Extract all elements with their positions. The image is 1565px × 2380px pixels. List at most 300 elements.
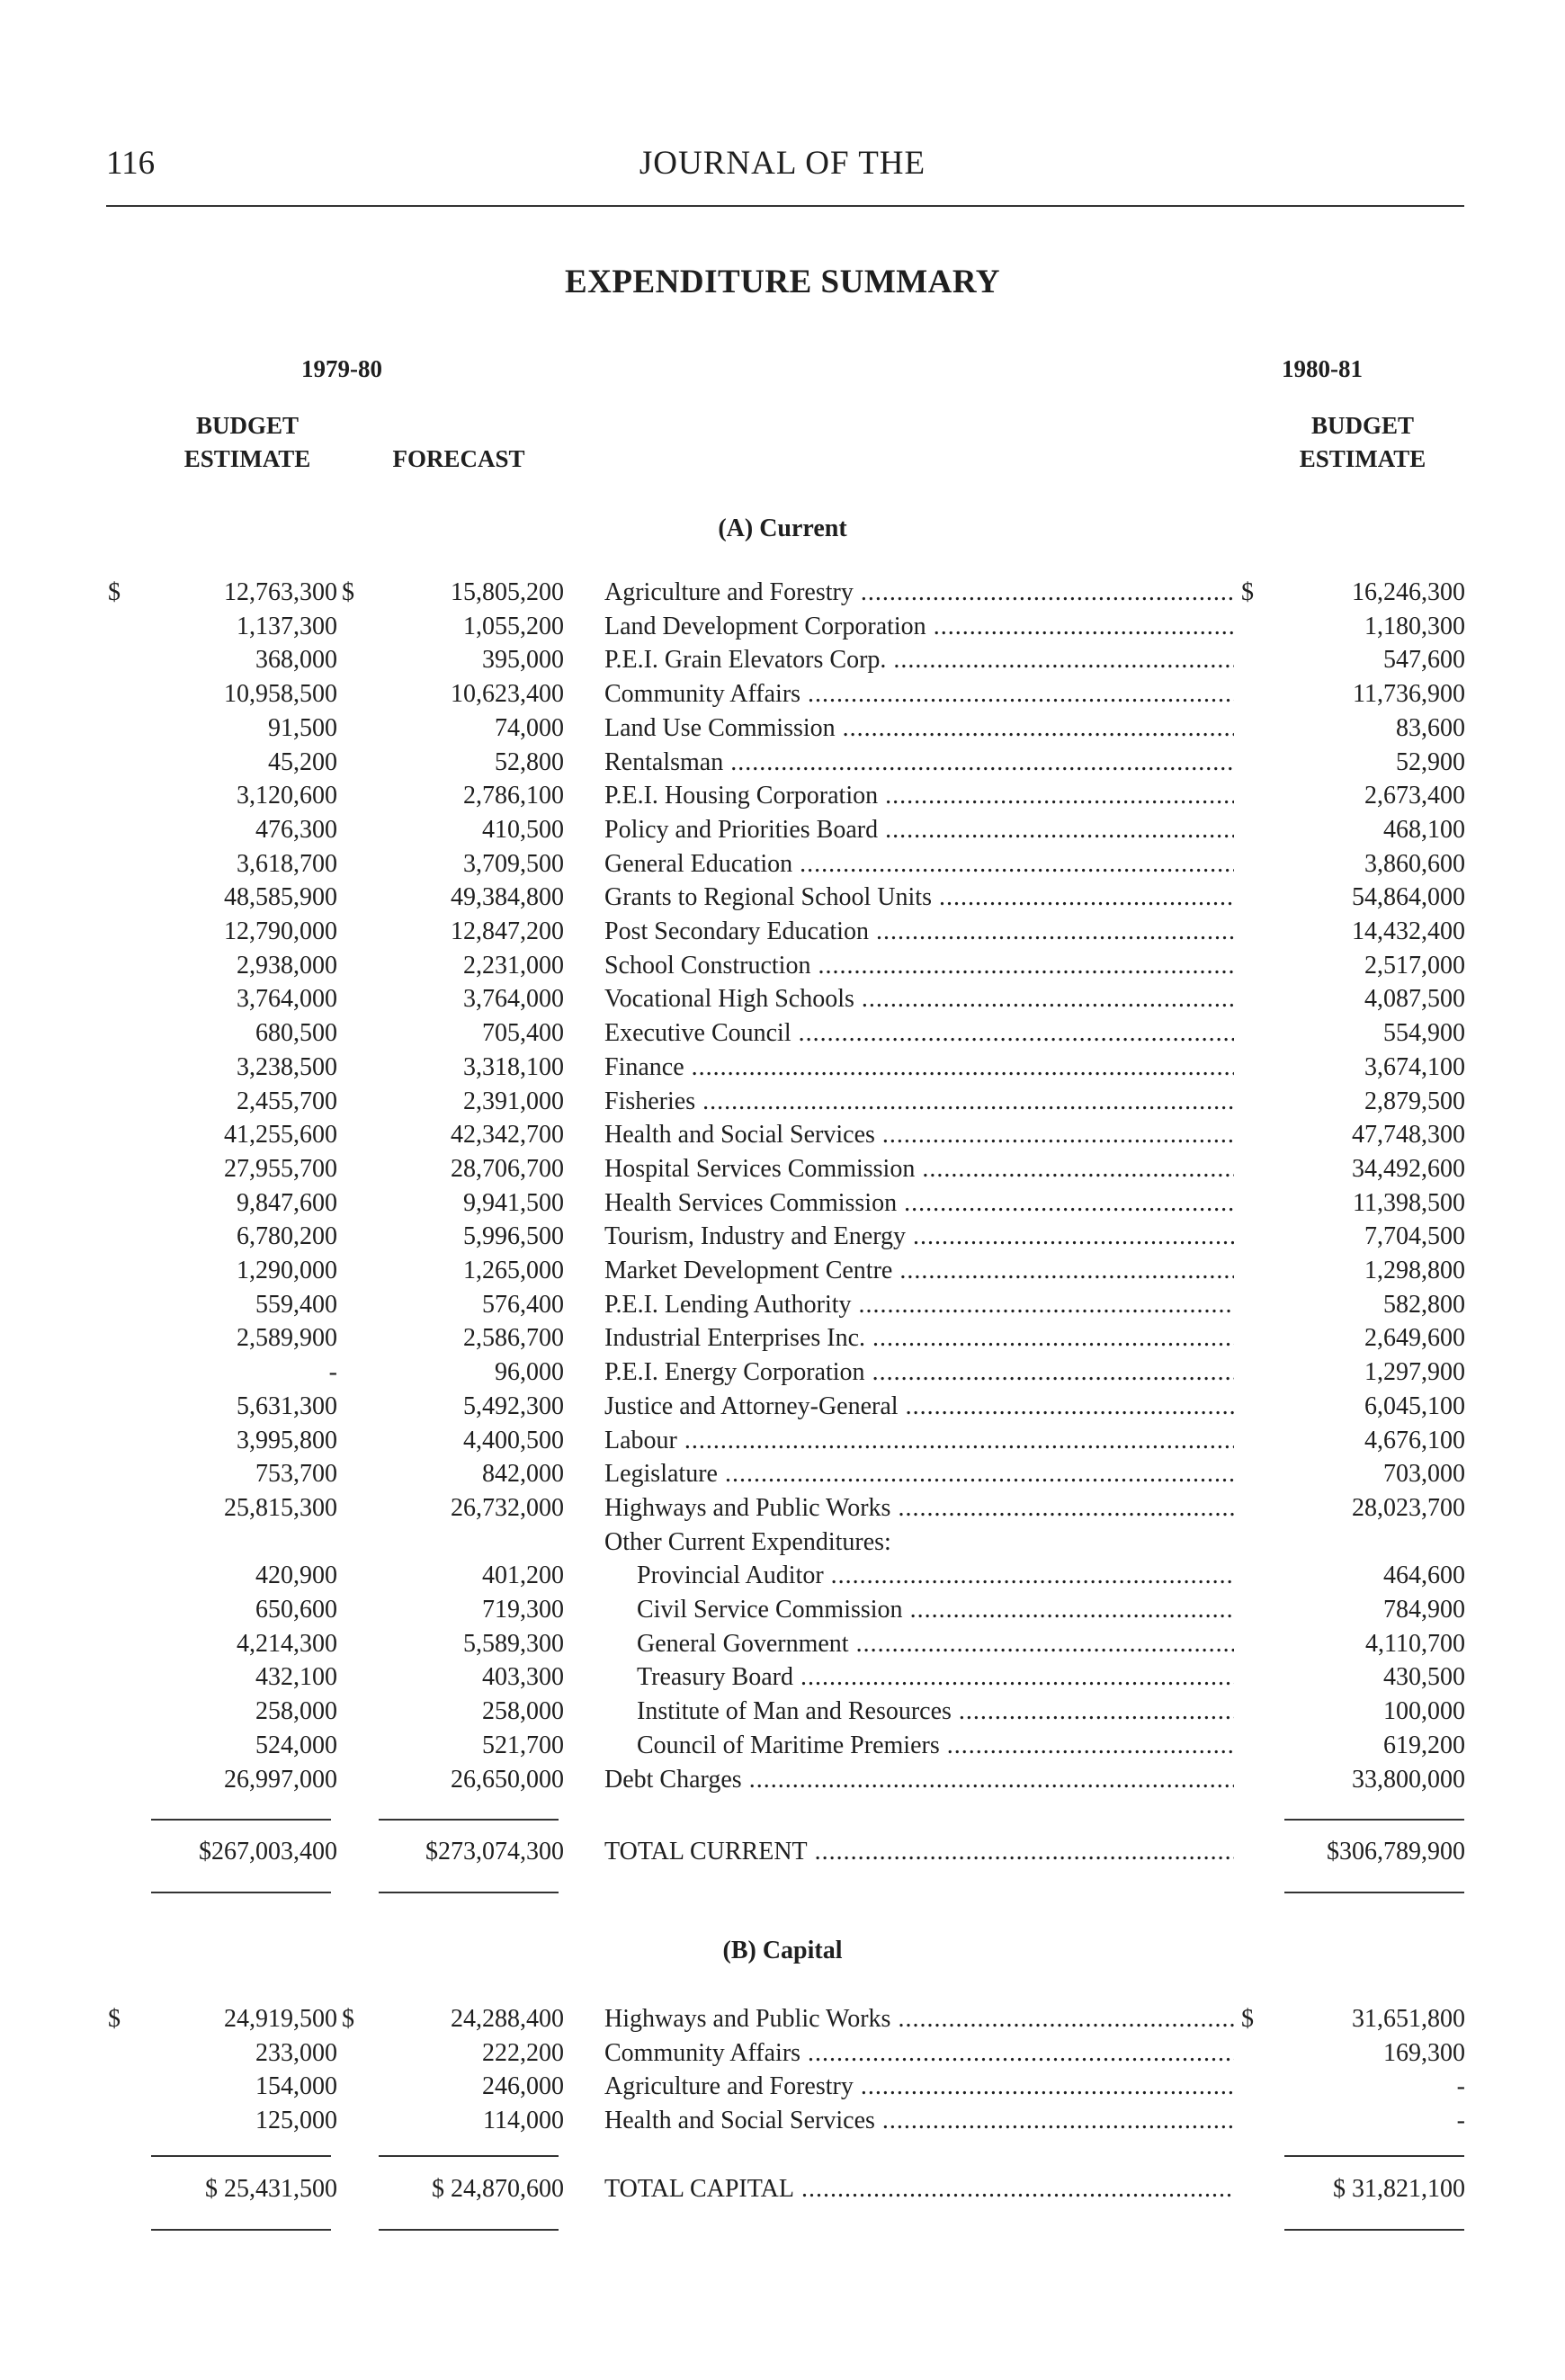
cell-value: 9,941,500 [463, 1188, 564, 1217]
cell-value: 26,997,000 [224, 1765, 337, 1794]
forecast-1979-cell [342, 2172, 564, 2206]
forecast-1979-cell [342, 2104, 564, 2138]
forecast-1979-cell [342, 1593, 564, 1627]
page-number: 116 [106, 145, 156, 182]
cell-value: 26,732,000 [451, 1493, 564, 1522]
forecast-1979-cell [342, 1186, 564, 1221]
table-row [0, 1118, 1565, 1152]
budget-estimate-1979-cell [108, 1763, 337, 1797]
total-capital-row [0, 2172, 1565, 2206]
cell-value: 619,200 [1383, 1731, 1465, 1759]
cell-value: 2,455,700 [237, 1087, 337, 1115]
row-label: P.E.I. Energy Corporation ..... [604, 1356, 1234, 1390]
budget-estimate-current-heading [1250, 409, 1475, 476]
row-label: Land Development Corporation ..... [604, 610, 1234, 644]
forecast-1979-cell [342, 1695, 564, 1729]
budget-estimate-1980-cell [1241, 1118, 1465, 1152]
budget-estimate-1979-cell [108, 1695, 337, 1729]
budget-estimate-1979-cell [108, 576, 337, 610]
cell-value: 47,748,300 [1352, 1121, 1465, 1150]
header-rule [106, 205, 1464, 207]
forecast-1979-cell [342, 1660, 564, 1695]
budget-estimate-1979-cell [108, 2036, 337, 2071]
cell-value: $273,074,300 [425, 1838, 564, 1866]
cell-value: 1,137,300 [237, 612, 337, 640]
budget-estimate-1979-cell [108, 1051, 337, 1085]
budget-estimate-1980-cell [1241, 1593, 1465, 1627]
cell-value: 703,000 [1383, 1460, 1465, 1489]
table-row [0, 1085, 1565, 1119]
row-label: Health Services Commission ..... [604, 1186, 1234, 1221]
forecast-1979-cell [342, 610, 564, 644]
cell-value: 476,300 [255, 815, 337, 844]
cell-value: 2,517,000 [1364, 951, 1465, 980]
cell-value: 650,600 [255, 1596, 337, 1624]
cell-value: 401,200 [482, 1561, 564, 1590]
dollar-sign: $ [342, 578, 354, 606]
cell-value: 420,900 [255, 1561, 337, 1590]
table-row [0, 813, 1565, 847]
cell-value: 33,800,000 [1352, 1765, 1465, 1794]
budget-estimate-1980-cell [1241, 1660, 1465, 1695]
cell-value: 3,764,000 [237, 985, 337, 1014]
cell-value: 4,400,500 [463, 1426, 564, 1454]
forecast-1979-cell [342, 746, 564, 780]
cell-value: 16,246,300 [1352, 578, 1465, 606]
table-row [0, 1491, 1565, 1526]
cell-value: 1,290,000 [237, 1257, 337, 1284]
forecast-1979-cell [342, 813, 564, 847]
cell-value: 842,000 [482, 1460, 564, 1489]
cell-value: 28,706,700 [451, 1154, 564, 1183]
cell-value: 4,214,300 [237, 1629, 337, 1658]
forecast-1979-cell [342, 2036, 564, 2071]
forecast-1979-cell [342, 1491, 564, 1526]
table-row [0, 1457, 1565, 1491]
cell-value: 524,000 [255, 1731, 337, 1759]
forecast-1979-cell [342, 881, 564, 915]
forecast-1979-cell [342, 847, 564, 881]
table-row [0, 779, 1565, 813]
budget-estimate-1979-cell [108, 2070, 337, 2104]
cell-value: 25,431,500 [224, 2175, 337, 2203]
subheading-row [0, 1526, 1565, 1560]
cell-value: 31,821,100 [1352, 2175, 1465, 2203]
cell-value: 42,342,700 [451, 1121, 564, 1150]
row-label: Executive Council ..... [604, 1016, 1234, 1051]
budget-estimate-1980-cell [1241, 779, 1465, 813]
cell-value: 49,384,800 [451, 883, 564, 912]
cell-value: 26,650,000 [451, 1765, 564, 1794]
cell-value: 368,000 [255, 646, 337, 675]
cell-value: 4,676,100 [1364, 1426, 1465, 1454]
budget-estimate-1979-cell [108, 949, 337, 983]
cell-value: 3,860,600 [1364, 849, 1465, 878]
dollar-sign: $ [1241, 2005, 1254, 2033]
cell-value: 2,231,000 [463, 951, 564, 980]
dollar-sign: $ [108, 2005, 121, 2033]
budget-estimate-1979-cell [108, 1118, 337, 1152]
cell-value: 41,255,600 [224, 1121, 337, 1150]
budget-estimate-1980-cell [1241, 881, 1465, 915]
row-label: Vocational High Schools ..... [604, 982, 1234, 1016]
budget-estimate-1979-cell [108, 1254, 337, 1288]
budget-estimate-1979-cell [108, 982, 337, 1016]
cell-value: 719,300 [482, 1596, 564, 1624]
cell-value: 6,780,200 [237, 1222, 337, 1251]
estimate-label: ESTIMATE [1299, 445, 1426, 472]
row-label: Rentalsman ..... [604, 746, 1234, 780]
table-row [0, 1016, 1565, 1051]
budget-estimate-1979-cell [108, 1288, 337, 1322]
table-row [0, 1321, 1565, 1356]
budget-estimate-1979-cell [108, 1457, 337, 1491]
forecast-1979-cell [342, 1457, 564, 1491]
cell-value: 28,023,700 [1352, 1493, 1465, 1522]
row-label: Health and Social Services ..... [604, 1118, 1234, 1152]
budget-estimate-1980-cell [1241, 1627, 1465, 1661]
table-row [0, 1152, 1565, 1186]
budget-estimate-1980-cell [1241, 1152, 1465, 1186]
budget-estimate-1980-cell [1241, 1457, 1465, 1491]
cell-value: 14,432,400 [1352, 917, 1465, 945]
budget-estimate-1980-cell [1241, 1356, 1465, 1390]
budget-estimate-1979-cell [108, 2172, 337, 2206]
budget-estimate-1979-cell [108, 1729, 337, 1763]
budget-estimate-1980-cell [1241, 1016, 1465, 1051]
row-label: Hospital Services Commission ..... [604, 1152, 1234, 1186]
dollar-sign: $ [1333, 2175, 1346, 2203]
cell-value: 169,300 [1383, 2038, 1465, 2067]
budget-estimate-1979-cell [108, 643, 337, 677]
row-label: Industrial Enterprises Inc. ..... [604, 1321, 1234, 1356]
budget-estimate-1980-cell [1241, 643, 1465, 677]
forecast-1979-cell [342, 1220, 564, 1254]
budget-estimate-1979-cell [108, 847, 337, 881]
cell-value: 2,391,000 [463, 1087, 564, 1115]
table-row [0, 915, 1565, 949]
forecast-1979-cell [342, 1288, 564, 1322]
cell-value: 2,649,600 [1364, 1324, 1465, 1353]
forecast-1979-cell [342, 1390, 564, 1424]
forecast-1979-cell [342, 2070, 564, 2104]
row-label: Agriculture and Forestry ..... [604, 2070, 1234, 2104]
cell-value: 3,995,800 [237, 1426, 337, 1454]
row-label: Land Use Commission ..... [604, 711, 1234, 746]
cell-value: 258,000 [255, 1697, 337, 1726]
cell-value: 12,847,200 [451, 917, 564, 945]
cell-value: 12,790,000 [224, 917, 337, 945]
cell-value: 24,919,500 [224, 2005, 337, 2033]
dollar-sign: $ [342, 2005, 354, 2033]
cell-value: 403,300 [482, 1663, 564, 1692]
cell-value: 54,864,000 [1352, 883, 1465, 912]
cell-value: $306,789,900 [1327, 1838, 1465, 1866]
budget-estimate-1979-cell [108, 1321, 337, 1356]
cell-value: 222,200 [482, 2038, 564, 2067]
table-row [0, 643, 1565, 677]
forecast-1979-cell [342, 1835, 564, 1869]
row-label: Highways and Public Works ..... [604, 1491, 1234, 1526]
forecast-1979-cell [342, 1424, 564, 1458]
cell-value: 3,120,600 [237, 782, 337, 810]
cell-value: 15,805,200 [451, 578, 564, 606]
forecast-1979-cell [342, 1321, 564, 1356]
row-label: School Construction ..... [604, 949, 1234, 983]
row-label: Market Development Centre ..... [604, 1254, 1234, 1288]
cell-value: 83,600 [1396, 713, 1465, 742]
table-row [0, 2070, 1565, 2104]
cell-value: 2,786,100 [463, 782, 564, 810]
cell-value: 3,318,100 [463, 1052, 564, 1081]
table-row [0, 847, 1565, 881]
forecast-1979-cell [342, 1118, 564, 1152]
budget-estimate-1979-cell [108, 1390, 337, 1424]
cell-value: 12,763,300 [224, 578, 337, 606]
table-row [0, 1660, 1565, 1695]
table-row [0, 677, 1565, 711]
current-section-heading: (A) Current [718, 514, 847, 542]
forecast-1979-cell [342, 2002, 564, 2036]
budget-estimate-1979-cell [108, 746, 337, 780]
cell-value: 432,100 [255, 1663, 337, 1692]
cell-value: 2,879,500 [1364, 1087, 1465, 1115]
row-label: Treasury Board ..... [637, 1660, 1234, 1695]
cell-value: 11,736,900 [1353, 680, 1465, 709]
table-row [0, 576, 1565, 610]
cell-value: 34,492,600 [1352, 1154, 1465, 1183]
budget-estimate-1979-cell [108, 915, 337, 949]
dollar-sign: $ [108, 578, 121, 606]
cell-value: 10,958,500 [224, 680, 337, 709]
cell-value: - [1456, 2107, 1465, 2135]
cell-value: 5,589,300 [463, 1629, 564, 1658]
cell-value: 154,000 [255, 2072, 337, 2101]
cell-value: 246,000 [482, 2072, 564, 2101]
cell-value: 430,500 [1383, 1663, 1465, 1692]
cell-value: 11,398,500 [1353, 1188, 1465, 1217]
budget-estimate-1980-cell [1241, 1051, 1465, 1085]
cell-value: 784,900 [1383, 1596, 1465, 1624]
row-label: P.E.I. Lending Authority ..... [604, 1288, 1234, 1322]
budget-estimate-1980-cell [1241, 711, 1465, 746]
year-prior-heading: 1979-80 [301, 355, 382, 382]
dollar-sign: $ [432, 2175, 444, 2203]
cell-value: 464,600 [1383, 1561, 1465, 1590]
cell-value: 2,586,700 [463, 1324, 564, 1353]
budget-estimate-1980-cell [1241, 576, 1465, 610]
budget-label: BUDGET [195, 412, 300, 439]
budget-estimate-1980-cell [1241, 1763, 1465, 1797]
dollar-sign: $ [205, 2175, 218, 2203]
dollar-sign: $ [1241, 578, 1254, 606]
budget-estimate-1980-cell [1241, 982, 1465, 1016]
budget-estimate-1980-cell [1241, 1254, 1465, 1288]
cell-value: 48,585,900 [224, 883, 337, 912]
table-row [0, 1288, 1565, 1322]
budget-estimate-1979-cell [108, 677, 337, 711]
table-row [0, 2104, 1565, 2138]
row-label: Agriculture and Forestry ..... [604, 576, 1234, 610]
forecast-1979-cell [342, 1356, 564, 1390]
table-row [0, 2002, 1565, 2036]
table-row [0, 1424, 1565, 1458]
table-row [0, 1695, 1565, 1729]
table-row [0, 982, 1565, 1016]
cell-value: 9,847,600 [237, 1188, 337, 1217]
budget-estimate-1980-cell [1241, 847, 1465, 881]
row-label: Labour ..... [604, 1424, 1234, 1458]
row-label: General Government ..... [637, 1627, 1234, 1661]
forecast-1979-cell [342, 1763, 564, 1797]
table-row [0, 2036, 1565, 2071]
budget-estimate-1979-cell [108, 1627, 337, 1661]
table-row [0, 1559, 1565, 1593]
row-label: TOTAL CURRENT ..... [604, 1835, 1234, 1869]
budget-estimate-1979-cell [108, 2104, 337, 2138]
table-row [0, 1220, 1565, 1254]
budget-estimate-1980-cell [1241, 2104, 1465, 2138]
row-label: Tourism, Industry and Energy ..... [604, 1220, 1234, 1254]
cell-value: 5,631,300 [237, 1391, 337, 1420]
cell-value: 100,000 [1383, 1697, 1465, 1726]
row-label: Community Affairs ..... [604, 677, 1234, 711]
row-label: TOTAL CAPITAL ..... [604, 2172, 1234, 2206]
budget-estimate-1980-cell [1241, 813, 1465, 847]
cell-value: 521,700 [482, 1731, 564, 1759]
cell-value: 1,297,900 [1364, 1358, 1465, 1387]
row-label: Debt Charges ..... [604, 1763, 1234, 1797]
cell-value: 10,623,400 [451, 680, 564, 709]
row-label: Community Affairs ..... [604, 2036, 1234, 2071]
budget-estimate-1980-cell [1241, 949, 1465, 983]
total-current-row [0, 1835, 1565, 1869]
cell-value: 3,238,500 [237, 1052, 337, 1081]
row-label: Post Secondary Education ..... [604, 915, 1234, 949]
budget-estimate-1979-cell [108, 1660, 337, 1695]
forecast-1979-cell [342, 1729, 564, 1763]
forecast-1979-cell [342, 1051, 564, 1085]
cell-value: 114,000 [483, 2107, 564, 2135]
row-label: Justice and Attorney-General ..... [604, 1390, 1234, 1424]
table-row [0, 1729, 1565, 1763]
budget-estimate-1980-cell [1241, 610, 1465, 644]
cell-value: 2,938,000 [237, 951, 337, 980]
row-label: Civil Service Commission ..... [637, 1593, 1234, 1627]
budget-estimate-1980-cell [1241, 1220, 1465, 1254]
cell-value: 45,200 [268, 747, 337, 776]
budget-estimate-1979-cell [108, 1152, 337, 1186]
budget-estimate-1980-cell [1241, 1424, 1465, 1458]
budget-estimate-1980-cell [1241, 677, 1465, 711]
table-row [0, 1763, 1565, 1797]
page-title: EXPENDITURE SUMMARY [564, 264, 1001, 300]
budget-estimate-1980-cell [1241, 746, 1465, 780]
table-row [0, 610, 1565, 644]
row-label: P.E.I. Housing Corporation ..... [604, 779, 1234, 813]
budget-estimate-1979-cell [108, 1835, 337, 1869]
row-label: Council of Maritime Premiers ..... [637, 1729, 1234, 1763]
budget-estimate-1979-cell [108, 1491, 337, 1526]
cell-value: 680,500 [255, 1019, 337, 1048]
cell-value: 395,000 [482, 646, 564, 675]
table-row [0, 881, 1565, 915]
cell-value: 468,100 [1383, 815, 1465, 844]
budget-estimate-1979-cell [108, 1016, 337, 1051]
forecast-1979-cell [342, 1254, 564, 1288]
table-row [0, 1051, 1565, 1085]
budget-estimate-1979-cell [108, 2002, 337, 2036]
estimate-label: ESTIMATE [183, 445, 311, 472]
cell-value: 91,500 [268, 713, 337, 742]
budget-estimate-1979-cell [108, 610, 337, 644]
year-current-heading: 1980-81 [1282, 355, 1363, 382]
table-row [0, 1390, 1565, 1424]
cell-value: 25,815,300 [224, 1493, 337, 1522]
row-label: P.E.I. Grain Elevators Corp. ..... [604, 643, 1234, 677]
budget-estimate-1980-cell [1241, 1085, 1465, 1119]
cell-value: 233,000 [255, 2038, 337, 2067]
row-label: Highways and Public Works ..... [604, 2002, 1234, 2036]
forecast-1979-cell [342, 1085, 564, 1119]
table-row [0, 1254, 1565, 1288]
forecast-1979-cell [342, 643, 564, 677]
budget-estimate-1980-cell [1241, 915, 1465, 949]
budget-estimate-1980-cell [1241, 1729, 1465, 1763]
forecast-1979-cell [342, 1627, 564, 1661]
forecast-1979-cell [342, 779, 564, 813]
row-label: Finance ..... [604, 1051, 1234, 1085]
budget-estimate-1979-cell [108, 1559, 337, 1593]
row-label: General Education ..... [604, 847, 1234, 881]
budget-estimate-1980-cell [1241, 1288, 1465, 1322]
table-row [0, 1356, 1565, 1390]
cell-value: 2,673,400 [1364, 782, 1465, 810]
forecast-1979-cell [342, 915, 564, 949]
forecast-1979-cell [342, 711, 564, 746]
row-label: Policy and Priorities Board ..... [604, 813, 1234, 847]
budget-label: BUDGET [1310, 412, 1415, 439]
cell-value: 1,265,000 [463, 1257, 564, 1284]
cell-value: 410,500 [482, 815, 564, 844]
running-title: JOURNAL OF THE [639, 145, 926, 182]
budget-estimate-1979-cell [108, 1356, 337, 1390]
forecast-1979-cell [342, 949, 564, 983]
table-row [0, 949, 1565, 983]
cell-value: 3,618,700 [237, 849, 337, 878]
forecast-1979-cell [342, 1152, 564, 1186]
forecast-1979-cell [342, 677, 564, 711]
budget-estimate-1980-cell [1241, 1321, 1465, 1356]
budget-estimate-prior-heading [135, 409, 360, 476]
budget-estimate-1980-cell [1241, 2070, 1465, 2104]
forecast-1979-cell [342, 1016, 564, 1051]
cell-value: 24,870,600 [451, 2175, 564, 2203]
budget-estimate-1979-cell [108, 1186, 337, 1221]
cell-value: 258,000 [482, 1697, 564, 1726]
cell-value: 4,110,700 [1365, 1629, 1465, 1658]
cell-value: 547,600 [1383, 646, 1465, 675]
cell-value: 52,800 [495, 747, 564, 776]
forecast-1979-cell [342, 576, 564, 610]
cell-value: 5,492,300 [463, 1391, 564, 1420]
table-row [0, 1593, 1565, 1627]
row-label: Fisheries ..... [604, 1085, 1234, 1119]
cell-value: - [1456, 2072, 1465, 2101]
cell-value: 576,400 [482, 1290, 564, 1319]
cell-value: $267,003,400 [199, 1838, 337, 1866]
cell-value: 705,400 [482, 1019, 564, 1048]
